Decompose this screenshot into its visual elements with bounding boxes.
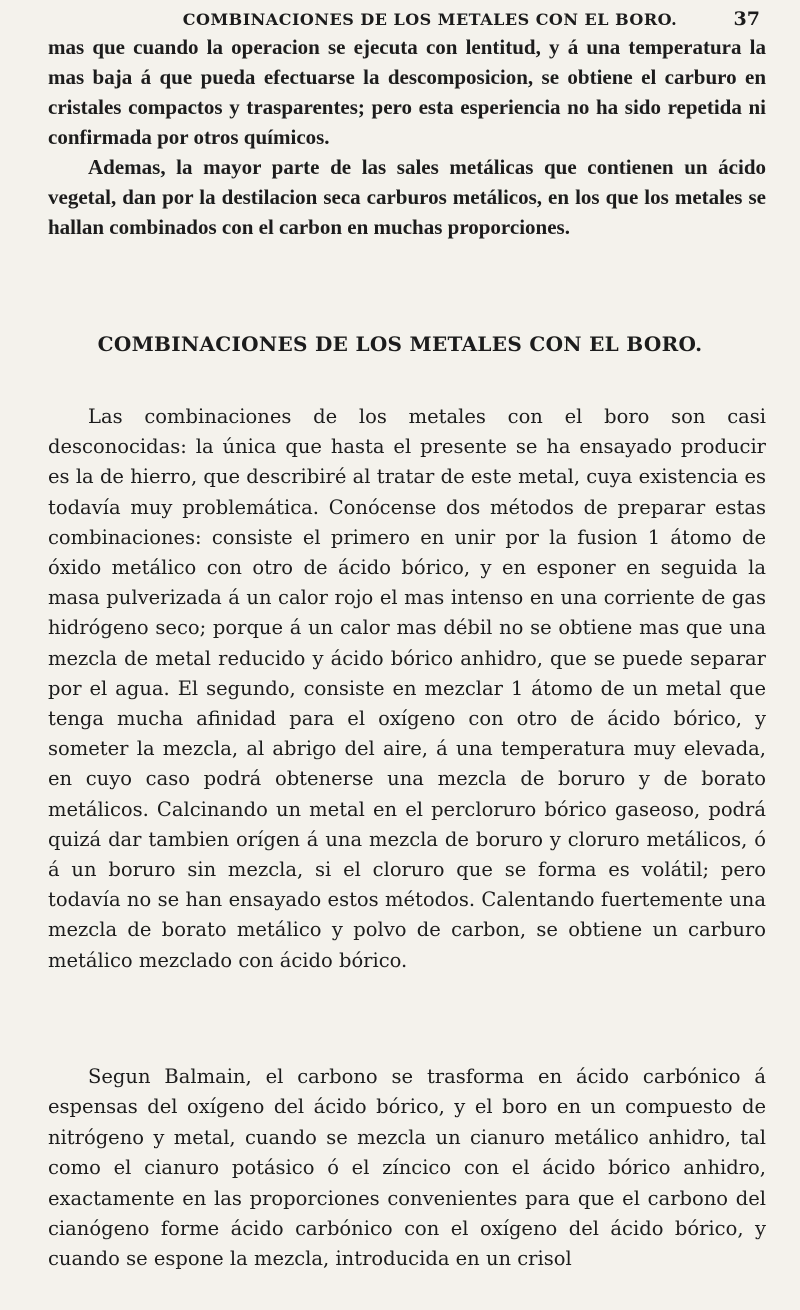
page-number: 37 <box>733 8 760 30</box>
section-title: COMBINACIONES DE LOS METALES CON EL BORO. <box>97 332 703 356</box>
paragraph-carburo-continuation: mas que cuando la operacion se ejecuta con lentitud, y á una temperatura la mas baja á que pueda efectuarse la descomposicion, se obtiene el carburo en cristales compactos y trasparentes; pero esta esperiencia no ha sido repetida ni confirmada por otros químicos. <box>48 35 766 149</box>
paragraph-balmain: Segun Balmain, el carbono se trasforma en ácido carbónico á espensas del oxígeno del ácido bórico, y el boro en un compuesto de nitrógeno y metal, cuando se mezcla un cianuro metálico anhidro, tal como el cianuro potásico ó el zíncico con el ácido bórico anhidro, exactamente en las proporciones convenientes para que el carbono del cianógeno forme ácido carbónico con el oxígeno del ácido bórico, y cuando se espone la mezcla, introducida en un crisol <box>48 1065 766 1271</box>
running-head: COMBINACIONES DE LOS METALES CON EL BORO. <box>182 10 678 29</box>
paragraph-sales-metalicas: Ademas, la mayor parte de las sales metálicas que contienen un ácido vegetal, dan por la destilacion seca carburos metálicos, en los que los metales se hallan combinados con el carbon en muchas proporciones. <box>48 155 766 239</box>
paragraph-combinaciones-boro: Las combinaciones de los metales con el boro son casi desconocidas: la única que hasta el presente se ha ensayado producir es la de hierro, que describiré al tratar de este metal, cuya existencia es todavía muy problemática. Conócense dos métodos de preparar estas combinaciones: consiste el primero en unir por la fusion 1 átomo de óxido metálico con otro de ácido bórico, y en esponer en seguida la masa pulverizada á un calor rojo el mas intenso en una corriente de gas hidrógeno seco; porque á un calor mas débil no se obtiene mas que una mezcla de metal reducido y ácido bórico anhidro, que se puede separar por el agua. El segundo, consiste en mezclar 1 átomo de un metal que tenga mucha afinidad para el oxígeno con otro de ácido bórico, y someter la mezcla, al abrigo del aire, á una temperatura muy elevada, en cuyo caso podrá obtenerse una mezcla de boruro y de borato metálicos. Calcinando un metal en el percloruro bórico gaseoso, podrá quizá dar tambien orígen á una mezcla de boruro y cloruro metálicos, ó á un boruro sin mezcla, si el cloruro que se forma es volátil; pero todavía no se han ensayado estos métodos. Calentando fuertemente una mezcla de borato metálico y polvo de carbon, se obtiene un carburo metálico mezclado con ácido bórico. <box>48 405 766 972</box>
